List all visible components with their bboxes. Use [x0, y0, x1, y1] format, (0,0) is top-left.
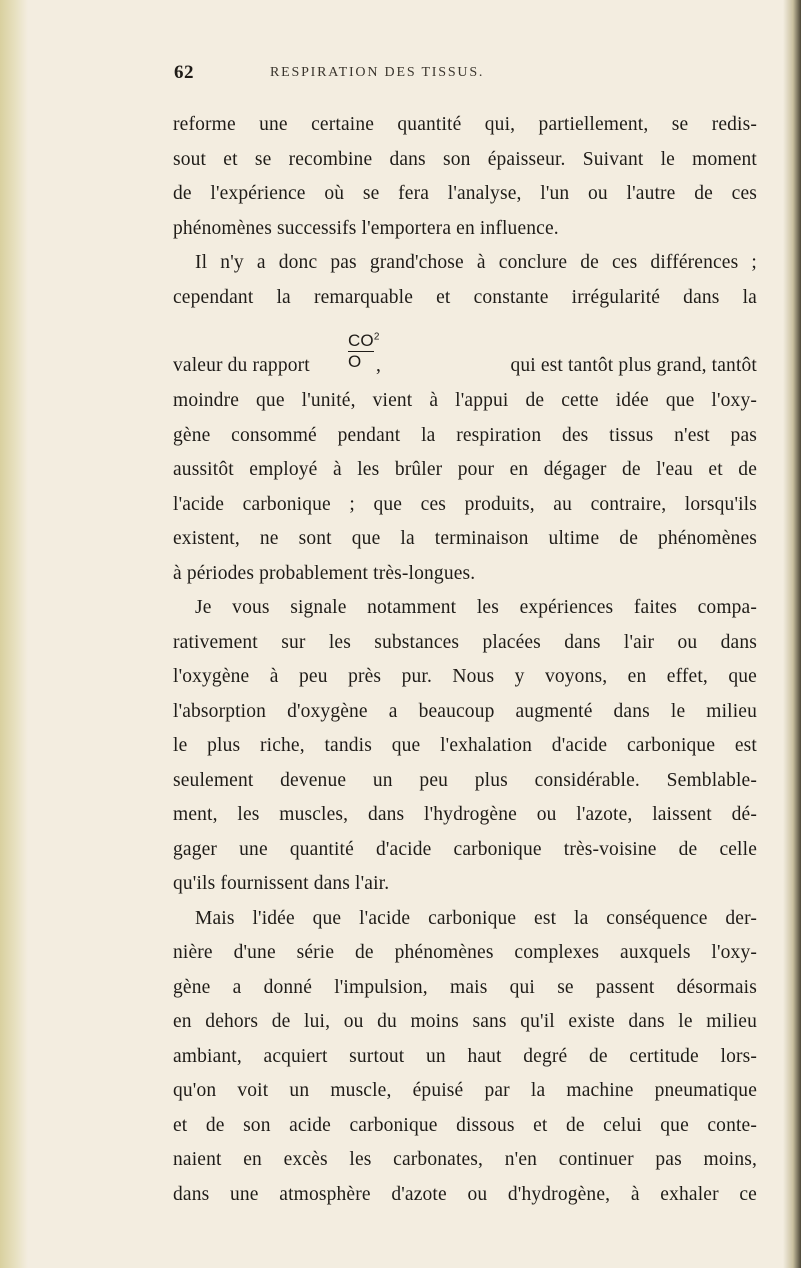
formula-line-after: qui est tantôt plus grand, tantôt: [510, 355, 757, 376]
text-line: et de son acide carbonique dissous et de celui que conte-: [173, 1114, 757, 1136]
text-line: Mais l'idée que l'acide carbonique est la conséquence der-: [195, 907, 757, 929]
formula-numerator-subscript: 2: [373, 331, 380, 343]
formula-numerator: $CO^2$: [348, 331, 380, 350]
body-text: [173, 108, 757, 1212]
text-line: en dehors de lui, ou du moins sans qu'il existe dans le milieu: [173, 1011, 757, 1032]
text-line: cependant la remarquable et constante irrégularité dans la: [173, 286, 757, 308]
formula-line: [173, 315, 757, 384]
text-line: l'absorption d'oxygène a beaucoup augmenté dans le milieu: [173, 700, 757, 722]
text-line: le plus riche, tandis que l'exhalation d'acide carbonique est: [173, 735, 757, 756]
text-line: ambiant, acquiert surtout un haut degré de certitude lors-: [173, 1045, 757, 1067]
text-line: dans une atmosphère d'azote ou d'hydrogène, à exhaler ce: [173, 1183, 757, 1205]
text-line: de l'expérience où se fera l'analyse, l'un ou l'autre de ces: [173, 183, 757, 204]
text-line: ment, les muscles, dans l'hydrogène ou l'azote, laissent dé-: [173, 804, 757, 825]
text-line: à périodes probablement très-longues.: [173, 562, 476, 584]
text-line: gager une quantité d'acide carbonique très-voisine de celle: [173, 838, 757, 860]
text-line: gène a donné l'impulsion, mais qui se passent désormais: [173, 976, 757, 998]
text-line: l'oxygène à peu près pur. Nous y voyons, en effet, que: [173, 666, 757, 687]
text-line: aussitôt employé à les brûler pour en dégager de l'eau et de: [173, 459, 757, 480]
text-line: rativement sur les substances placées dans l'air ou dans: [173, 631, 757, 653]
text-line: Il n'y a donc pas grand'chose à conclure de ces différences ;: [195, 252, 757, 273]
text-line: Je vous signale notamment les expériences faites compa-: [195, 597, 757, 618]
text-line: naient en excès les carbonates, n'en continuer pas moins,: [173, 1149, 757, 1170]
text-line: sout et se recombine dans son épaisseur. Suivant le moment: [173, 148, 757, 170]
text-line: qu'ils fournissent dans l'air.: [173, 873, 390, 894]
co2-o-ratio-formula: [348, 331, 380, 371]
text-line: moindre que l'unité, vient à l'appui de cette idée que l'oxy-: [173, 390, 757, 411]
text-line: l'acide carbonique ; que ces produits, au contraire, lorsqu'ils: [173, 493, 757, 515]
page-header: [174, 62, 754, 86]
running-head: RESPIRATION DES TISSUS.: [270, 65, 485, 80]
text-line: reforme une certaine quantité qui, partiellement, se redis-: [173, 114, 757, 135]
formula-denominator: O: [348, 352, 362, 371]
text-line: gène consommé pendant la respiration des tissus n'est pas: [173, 424, 757, 446]
text-line: seulement devenue un peu plus considérable. Semblable-: [173, 769, 757, 791]
text-line: phénomènes successifs l'emportera en influence.: [173, 217, 559, 239]
text-line: qu'on voit un muscle, épuisé par la machine pneumatique: [173, 1080, 757, 1101]
text-line: existent, ne sont que la terminaison ultime de phénomènes: [173, 528, 757, 549]
text-line: nière d'une série de phénomènes complexes auxquels l'oxy-: [173, 942, 757, 963]
page-number: 62: [174, 62, 194, 83]
formula-line-before: valeur du rapport: [173, 355, 310, 376]
formula-comma: ,: [376, 355, 382, 376]
